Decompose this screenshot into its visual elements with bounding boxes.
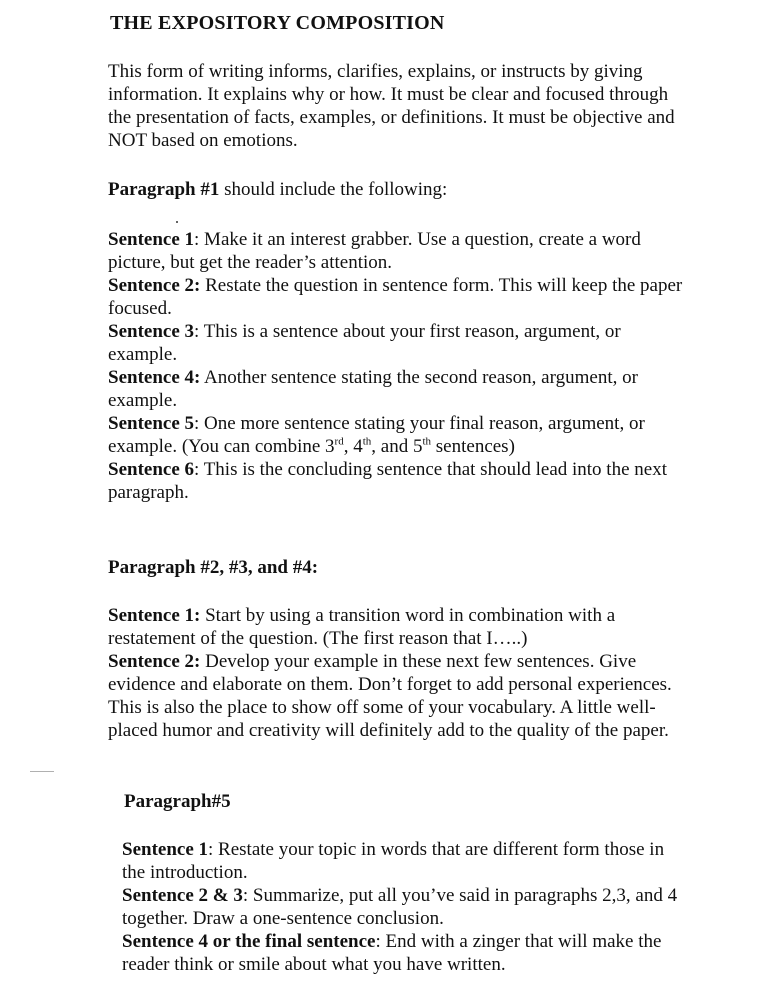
sentence-label: Sentence 2 & 3 [122, 885, 243, 906]
p1-sentence-6 [108, 458, 688, 504]
p1-sentence-2 [108, 274, 688, 320]
paragraph-1-heading-bold: Paragraph #1 [108, 179, 220, 200]
sentence-text: : This is a sentence about your first reason, argument, or example. [108, 321, 621, 365]
sentence-text: Start by using a transition word in combination with a restatement of the question. (The first reason that I…..) [108, 605, 616, 649]
sentence-label: Sentence 1: [108, 605, 201, 626]
sentence-label: Sentence 1 [122, 839, 209, 860]
sentence-label: Sentence 4 or the final sentence [122, 931, 376, 952]
p1-sentence-5 [108, 412, 688, 458]
sentence-text: : This is the concluding sentence that should lead into the next paragraph. [108, 459, 667, 503]
sentence-text: , 4 [343, 436, 363, 457]
intro-paragraph: This form of writing informs, clarifies, explains, or instructs by giving information. It explains why or how. It must be clear and focused through the presentation of facts, examples, or definitions. It must be objective and NOT based on emotions. [108, 61, 675, 151]
sentence-text: , and 5 [371, 436, 423, 457]
p1-sentence-1 [108, 228, 688, 274]
p5-sentence-4 [122, 930, 688, 976]
document-title: THE EXPOSITORY COMPOSITION [110, 12, 445, 34]
paragraph-2-4-sentences [108, 604, 688, 742]
sentence-label: Sentence 2: [108, 275, 201, 296]
superscript: th [362, 435, 372, 448]
sentence-label: Sentence 2: [108, 651, 201, 672]
paragraph-5-sentences [122, 838, 688, 976]
sentence-text: : Summarize, put all you’ve said in paragraphs 2,3, and 4 together. Draw a one-sentence conclusion. [122, 885, 678, 929]
sentence-label: Sentence 6 [108, 459, 195, 480]
p1-sentence-4 [108, 366, 688, 412]
sentence-label: Sentence 3 [108, 321, 195, 342]
paragraph-1-sentences [108, 228, 688, 504]
paragraph-1-heading [108, 178, 447, 201]
paragraph-5-heading [124, 790, 231, 813]
sentence-label: Sentence 1 [108, 229, 195, 250]
superscript: th [422, 435, 432, 448]
sentence-text: : One more sentence stating your final reason, argument, or example. (You can combine 3 [108, 413, 645, 457]
p5-sentence-1 [122, 838, 688, 884]
sentence-text: Develop your example in these next few sentences. Give evidence and elaborate on them. Don’t forget to add personal experiences. This is also the place to show off some of your vocabulary. A little well-placed humor and creativity will definitely add to the quality of the paper. [108, 651, 672, 741]
paragraph-2-4-heading-text: Paragraph #2, #3, and #4: [108, 557, 319, 578]
p5-sentence-2-3 [122, 884, 688, 930]
sentence-text: : Restate your topic in words that are different form those in the introduction. [122, 839, 665, 883]
scan-mark [30, 771, 54, 772]
paragraph-5-heading-text: Paragraph#5 [124, 791, 231, 812]
sentence-label: Sentence 4: [108, 367, 201, 388]
sentence-label: Sentence 5 [108, 413, 195, 434]
sentence-text: sentences) [431, 436, 515, 457]
sentence-text: : End with a zinger that will make the reader think or smile about what you have written. [122, 931, 662, 975]
paragraph-1-heading-rest: should include the following: [219, 179, 448, 200]
scan-speck [176, 221, 178, 223]
sentence-text: : Make it an interest grabber. Use a question, create a word picture, but get the reader’s attention. [108, 229, 641, 273]
p1-sentence-3 [108, 320, 688, 366]
p2-sentence-1 [108, 604, 688, 650]
p2-sentence-2 [108, 650, 688, 742]
superscript: rd [334, 435, 344, 448]
sentence-text: Restate the question in sentence form. This will keep the paper focused. [108, 275, 683, 319]
paragraph-2-4-heading [108, 556, 318, 579]
sentence-text: Another sentence stating the second reason, argument, or example. [108, 367, 638, 411]
